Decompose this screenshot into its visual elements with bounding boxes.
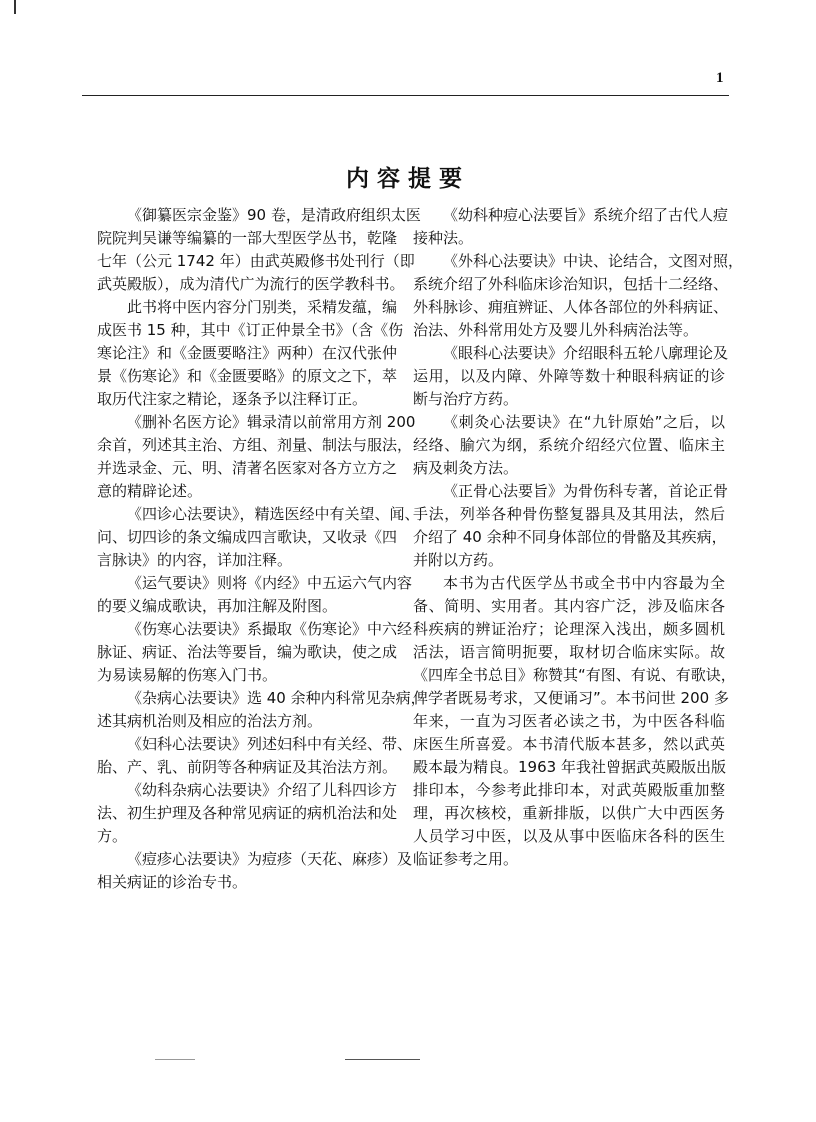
text-line: 断与治疗方药。 bbox=[413, 390, 519, 408]
text-line: 接种法。 bbox=[413, 229, 474, 247]
text-line: 景《伤寒论》和《金匮要略》的原文之下，萃 bbox=[97, 367, 398, 385]
text-line: 《杂病心法要诀》选 40 余种内科常见杂病， bbox=[127, 689, 426, 707]
text-line: 《妇科心法要诀》列述妇科中有关经、带、 bbox=[127, 735, 413, 753]
paragraph bbox=[413, 480, 729, 572]
paragraph bbox=[413, 342, 729, 411]
text-line: 法、初生护理及各种常见病证的病机治法和处 bbox=[97, 804, 398, 822]
text-line: 《删补名医方论》辑录清以前常用方剂 200 bbox=[127, 413, 416, 431]
text-line: 的要义编成歌诀，再加注解及附图。 bbox=[97, 597, 338, 615]
text-line: 取历代注家之精论，逐条予以注释订正。 bbox=[97, 390, 368, 408]
text-line: 胎、产、乳、前阴等各种病证及其治法方剂。 bbox=[97, 758, 398, 776]
paragraph bbox=[97, 618, 413, 687]
text-line: 排印本，今参考此排印本，对武英殿版重加整 bbox=[413, 781, 725, 799]
text-line: 《眼科心法要诀》介绍眼科五轮八廓理论及 bbox=[443, 344, 729, 362]
paragraph bbox=[97, 204, 421, 296]
text-line: 《外科心法要诀》中诀、论结合，文图对照， bbox=[443, 252, 744, 270]
paragraph bbox=[413, 572, 736, 871]
text-line: 并选录金、元、明、清著名医家对各方立方之 bbox=[97, 459, 398, 477]
text-line: 述其病机治则及相应的治法方剂。 bbox=[97, 712, 323, 730]
text-line: 系统介绍了外科临床诊治知识，包括十二经络、 bbox=[413, 275, 729, 293]
scan-edge-mark bbox=[14, 0, 16, 14]
text-line: 相关病证的诊治专书。 bbox=[97, 873, 248, 891]
header-rule bbox=[82, 95, 729, 96]
text-line: 《四诊心法要诀》，精选医经中有关望、闻、 bbox=[127, 505, 420, 523]
text-line: 外科脉诊、痈疽辨证、人体各部位的外科病证、 bbox=[413, 298, 729, 316]
text-line: 为易读易解的伤寒入门书。 bbox=[97, 666, 278, 684]
text-line: 年来，一直为习医者必读之书，为中医各科临 bbox=[413, 712, 725, 730]
text-line: 《四库全书总目》称赞其“有图、有说、有歌诀， bbox=[413, 666, 736, 684]
text-line: 《正骨心法要旨》为骨伤科专著，首论正骨 bbox=[443, 482, 729, 500]
paragraph bbox=[413, 204, 729, 250]
text-line: 病及刺灸方法。 bbox=[413, 459, 519, 477]
text-line: 《运气要诀》则将《内经》中五运六气内容 bbox=[127, 574, 413, 592]
text-line: 床医生所喜爱。本书清代版本甚多，然以武英 bbox=[413, 735, 725, 753]
right-column bbox=[413, 204, 744, 871]
text-line: 意的精辟论述。 bbox=[97, 482, 203, 500]
text-line: 院院判吴谦等编纂的一部大型医学丛书，乾隆 bbox=[97, 229, 398, 247]
paragraph bbox=[97, 572, 413, 618]
text-line: 方。 bbox=[97, 827, 128, 845]
text-line: 《御纂医宗金鉴》90 卷，是清政府组织太医 bbox=[127, 206, 421, 224]
paragraph bbox=[97, 687, 426, 733]
text-line: 武英殿版），成为清代广为流行的医学教科书。 bbox=[97, 275, 405, 293]
text-line: 此书将中医内容分门别类，采精发蕴，编 bbox=[127, 298, 398, 316]
text-line: 理，再次核校，重新排版，以供广大中西医务 bbox=[413, 804, 725, 822]
page-number: 1 bbox=[716, 70, 724, 86]
paragraph bbox=[97, 733, 413, 779]
text-line: 《幼科种痘心法要旨》系统介绍了古代人痘 bbox=[443, 206, 729, 224]
text-line: 余首，列述其主治、方组、剂量、制法与服法， bbox=[97, 436, 413, 454]
text-line: 成医书 15 种，其中《订正仲景全书》（含《伤 bbox=[97, 321, 404, 339]
text-line: 临证参考之用。 bbox=[413, 850, 519, 868]
text-line: 七年（公元 1742 年）由武英殿修书处刊行（即 bbox=[97, 252, 415, 270]
text-line: 殿本最为精良。1963 年我社曾据武英殿版出版 bbox=[413, 758, 726, 776]
page-title: 内容提要 bbox=[346, 166, 470, 192]
text-line: 寒论注》和《金匮要略注》两种）在汉代张仲 bbox=[97, 344, 398, 362]
text-line: 手法，列举各种骨伤整复器具及其用法，然后 bbox=[413, 505, 725, 523]
text-line: 治法、外科常用处方及婴儿外科病治法等。 bbox=[413, 321, 699, 339]
paragraph bbox=[97, 296, 404, 411]
text-line: 活法，语言简明扼要，取材切合临床实际。故 bbox=[413, 643, 725, 661]
text-line: 经络、腧穴为纲，系统介绍经穴位置、临床主 bbox=[413, 436, 725, 454]
paragraph bbox=[413, 250, 744, 342]
text-line: 人员学习中医，以及从事中医临床各科的医生 bbox=[413, 827, 725, 845]
text-line: 《幼科杂病心法要诀》介绍了儿科四诊方 bbox=[127, 781, 398, 799]
text-line: 言脉诀》的内容，详加注释。 bbox=[97, 551, 293, 569]
text-line: 备、简明、实用者。其内容广泛，涉及临床各 bbox=[413, 597, 725, 615]
paragraph bbox=[97, 848, 413, 894]
text-line: 科疾病的辨证治疗；论理深入浅出，颇多圆机 bbox=[413, 620, 725, 638]
text-line: 运用，以及内障、外障等数十种眼科病证的诊 bbox=[413, 367, 725, 385]
scan-artifact-line bbox=[345, 1059, 420, 1060]
paragraph bbox=[413, 411, 725, 480]
text-line: 《刺灸心法要诀》在“九针原始”之后，以 bbox=[443, 413, 725, 431]
text-line: 并附以方药。 bbox=[413, 551, 504, 569]
text-line: 本书为古代医学丛书或全书中内容最为全 bbox=[443, 574, 725, 592]
paragraph bbox=[97, 779, 398, 848]
scan-artifact-line bbox=[155, 1059, 195, 1060]
left-column bbox=[97, 204, 426, 894]
paragraph bbox=[97, 503, 420, 572]
text-line: 俾学者既易考求，又便诵习”。本书问世 200 多 bbox=[413, 689, 729, 707]
text-line: 问、切四诊的条文编成四言歌诀，又收录《四 bbox=[97, 528, 398, 546]
paragraph bbox=[97, 411, 416, 503]
text-line: 《伤寒心法要诀》系撮取《伤寒论》中六经 bbox=[127, 620, 413, 638]
text-line: 介绍了 40 余种不同身体部位的骨骼及其疾病， bbox=[413, 528, 727, 546]
text-line: 《痘疹心法要诀》为痘疹（天花、麻疹）及 bbox=[127, 850, 413, 868]
text-line: 脉证、病证、治法等要旨，编为歌诀，使之成 bbox=[97, 643, 398, 661]
